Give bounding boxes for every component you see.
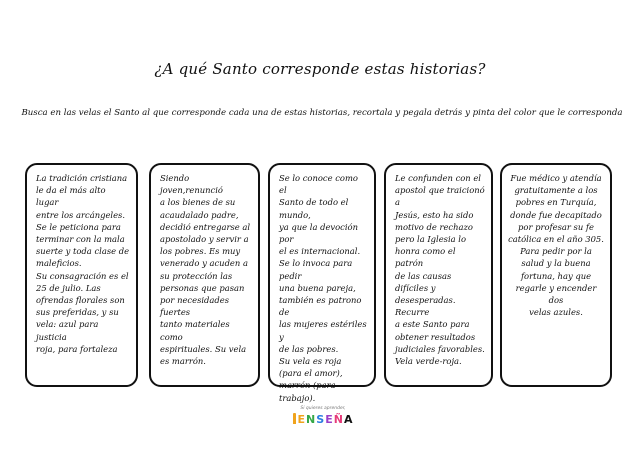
- story-line: acaudalado padre,: [160, 209, 239, 220]
- story-card-5: [500, 163, 612, 387]
- story-line: judiciales favorables.: [395, 343, 485, 354]
- story-line: también es patrono de: [279, 295, 362, 318]
- story-line: espirituales. Su vela: [160, 343, 247, 354]
- story-line: gratuitamente a los: [514, 185, 598, 196]
- ensena-logo: [288, 406, 358, 436]
- story-line: pero la Iglesia lo: [395, 234, 467, 245]
- logo-letter: Ñ: [333, 413, 344, 426]
- story-line: personas que pasan: [160, 282, 245, 293]
- story-line: apostolado y servir a: [160, 234, 249, 245]
- story-line: Fue médico y atendía: [510, 173, 602, 183]
- story-line: entre los arcángeles.: [36, 209, 126, 220]
- story-line: Se lo conoce como el: [279, 173, 358, 196]
- logo-tagline: Si quieres aprender,: [300, 406, 346, 411]
- story-line: Santo de todo el mundo,: [279, 197, 349, 220]
- story-line: obtener resultados: [395, 331, 476, 342]
- instructions: Busca en las velas el Santo al que corresponde cada una de estas historias, recortala y pegala detrás y pinta del color que le corresponda: [21, 108, 623, 118]
- story-line: vela: azul para justicia: [36, 319, 99, 342]
- story-line: las mujeres estériles y: [279, 319, 367, 342]
- story-card-2: [149, 163, 260, 387]
- story-line: ofrendas florales son: [36, 295, 125, 306]
- story-line: decidió entregarse al: [160, 221, 251, 232]
- story-line: velas azules.: [529, 307, 583, 318]
- story-line: una buena pareja,: [279, 282, 356, 293]
- story-line: de las causas difíciles y: [395, 270, 452, 293]
- story-line: el es internacional.: [279, 246, 361, 257]
- story-line: Se lo invoca para pedir: [279, 258, 353, 281]
- logo-letter: S: [316, 413, 326, 426]
- story-line: maleficios.: [36, 258, 82, 269]
- story-line: Se le peticiona para: [36, 221, 121, 232]
- story-line: Para pedir por la: [520, 246, 592, 257]
- story-line: su protección las: [160, 270, 233, 281]
- story-card-4: [384, 163, 493, 387]
- story-line: es marrón.: [160, 356, 206, 367]
- page-title: ¿A qué Santo corresponde estas historias?: [154, 60, 486, 78]
- story-line: Vela verde-roja.: [395, 356, 462, 367]
- story-line: ya que la devoción por: [279, 221, 358, 245]
- story-line: Su consagración es el: [36, 270, 129, 281]
- story-line: Siendo joven,renunció: [160, 173, 223, 196]
- story-line: sus preferidas, y su: [36, 307, 119, 318]
- logo-letter: N: [306, 413, 317, 426]
- story-line: por necesidades fuertes: [160, 295, 230, 318]
- story-line: roja, para fortaleza: [36, 343, 118, 354]
- story-line: pobres en Turquía,: [515, 197, 597, 208]
- story-card-1: [25, 163, 138, 387]
- story-line: tanto materiales como: [160, 319, 230, 342]
- story-line: a este Santo para: [395, 319, 470, 330]
- story-line: regarle y encender dos: [515, 282, 597, 306]
- pencil-icon: [293, 413, 296, 424]
- story-line: venerado y acuden a: [160, 258, 248, 269]
- story-line: a los bienes de su: [160, 197, 236, 208]
- story-line: de las pobres.: [279, 343, 339, 354]
- story-card-3: [268, 163, 376, 403]
- story-line: le da el más alto lugar: [36, 185, 106, 208]
- story-line: por profesar su fe: [518, 221, 594, 232]
- story-line: donde fue decapitado: [510, 209, 602, 220]
- story-line: Su vela es roja: [279, 356, 342, 367]
- story-line: desesperadas. Recurre: [395, 295, 456, 318]
- story-line: los pobres. Es muy: [160, 246, 241, 257]
- story-line: apostol que traicionó a: [395, 185, 485, 208]
- story-line: Jesús, esto ha sido: [395, 209, 474, 220]
- story-line: Le confunden con el: [395, 173, 481, 183]
- story-line: salud y la buena: [521, 258, 591, 269]
- story-line: La tradición cristiana: [36, 173, 128, 183]
- story-line: suerte y toda clase de: [36, 246, 130, 257]
- story-line: honra como el patrón: [395, 246, 456, 269]
- story-line: marrón (para trabajo).: [279, 380, 336, 403]
- story-line: (para el amor),: [279, 368, 343, 379]
- story-line: 25 de julio. Las: [36, 282, 101, 293]
- story-line: católica en el año 305.: [508, 234, 604, 245]
- logo-letter: E: [325, 413, 334, 426]
- logo-wordmark: [288, 413, 358, 427]
- story-line: terminar con la mala: [36, 234, 125, 245]
- logo-letter: E: [297, 413, 307, 426]
- story-line: motivo de rechazo: [395, 221, 473, 232]
- logo-letter: A: [343, 413, 354, 426]
- story-line: fortuna, hay que: [520, 270, 592, 281]
